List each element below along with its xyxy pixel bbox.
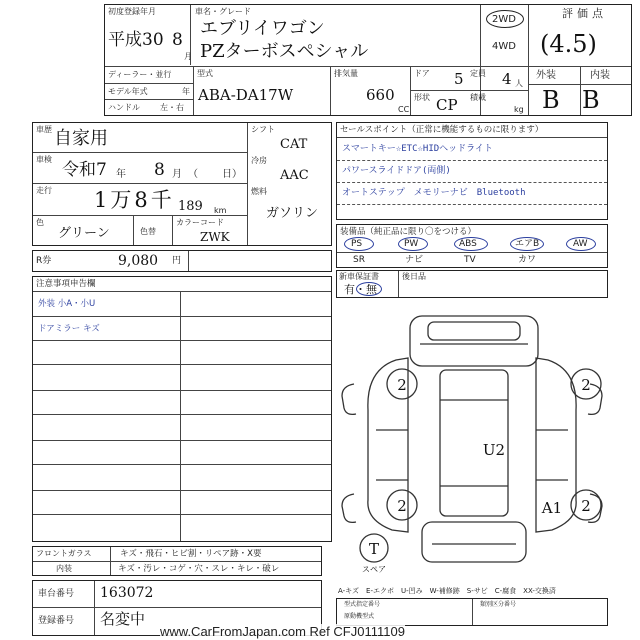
mileage-sub: 189 xyxy=(178,199,203,214)
registration-number: 名変中 xyxy=(100,610,146,628)
mileage-value: 1万8千 xyxy=(94,188,175,212)
body-shape: CP xyxy=(436,96,458,114)
spare-label: スペア xyxy=(362,565,386,574)
note-line: ドアミラー キズ xyxy=(38,324,100,334)
score-label: 評価点 xyxy=(562,7,607,20)
note-line: 外装 小A・小U xyxy=(38,299,96,309)
car-name: エブリイワゴン xyxy=(200,18,325,39)
drive-4wd: 4WD xyxy=(492,41,516,52)
recycle-value: 9,080 xyxy=(118,253,159,269)
shift-value: CAT xyxy=(280,137,308,152)
color-value: グリーン xyxy=(58,226,110,241)
watermark: www.CarFromJapan.com Ref CFJ0111109 xyxy=(160,624,405,639)
equipment-title: 装備品（純正品に限り〇をつける） xyxy=(340,227,477,237)
sales-point-line: パワースライドドア(両側) xyxy=(342,166,451,176)
equipment-airbag: エアB xyxy=(515,239,540,249)
capacity: 4 xyxy=(502,70,512,88)
mark-spare: T xyxy=(368,540,380,558)
sales-points-title: セールスポイント（正常に機能するものに限ります） xyxy=(340,125,544,135)
damage-legend: A-キズ E-エクボ U-凹み W-補修跡 S-サビ C-腐食 XX-交換済 xyxy=(338,587,556,595)
notes-title: 注意事項申告欄 xyxy=(36,279,96,289)
sales-point-line: スマートキー☆ETC☆HIDヘッドライト xyxy=(342,144,493,154)
equipment-pw: PW xyxy=(404,239,419,249)
displacement: 660 xyxy=(366,86,395,104)
color-code: ZWK xyxy=(200,230,230,244)
first-reg-era: 平成30 xyxy=(108,30,164,50)
mark-front-left-wheel: 2 xyxy=(397,376,407,394)
equipment-ps: PS xyxy=(351,239,363,249)
type-code: ABA-DA17W xyxy=(198,86,294,104)
inspection-month: 8 xyxy=(154,160,165,180)
mark-rear-left-wheel: 2 xyxy=(397,497,407,515)
interior-grade: B xyxy=(582,86,600,114)
first-reg-month: 8 xyxy=(172,30,183,50)
sales-point-line: オートステップ メモリーナビ Bluetooth xyxy=(342,188,526,198)
car-name-label: 車名・グレード xyxy=(195,7,251,16)
vehicle-use: 自家用 xyxy=(54,128,108,149)
fuel-value: ガソリン xyxy=(266,206,319,221)
aircon-value: AAC xyxy=(280,168,309,183)
warranty-value: 有・無 xyxy=(344,283,377,296)
drive-2wd: 2WD xyxy=(492,14,516,25)
car-grade: PZターボスペシャル xyxy=(200,41,369,62)
score-value: (4.5) xyxy=(540,30,597,58)
equipment-aw: AW xyxy=(573,239,588,249)
car-diagram xyxy=(336,300,608,585)
recycle-box xyxy=(32,250,332,272)
inspection-era: 令和7 xyxy=(62,160,107,180)
door-count: 5 xyxy=(454,70,464,88)
mark-roof: U2 xyxy=(482,441,506,459)
first-reg-label: 初度登録年月 xyxy=(108,7,156,16)
equipment-abs: ABS xyxy=(459,239,477,249)
mark-rear-right-panel: A1 xyxy=(541,499,563,517)
mark-rear-right-wheel: 2 xyxy=(581,497,591,515)
chassis-number: 163072 xyxy=(100,585,154,601)
mark-front-right-wheel: 2 xyxy=(581,376,591,394)
exterior-grade: B xyxy=(542,86,560,114)
